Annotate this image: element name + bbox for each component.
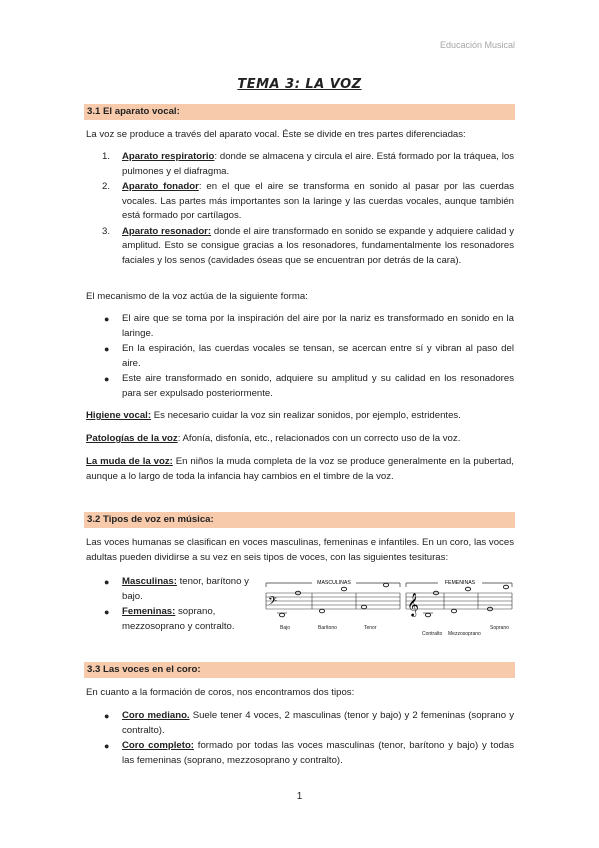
bullet-icon: ● <box>104 344 110 354</box>
female-label: FEMENINAS <box>444 580 476 586</box>
bullet-icon: ● <box>104 741 110 751</box>
page-title: TEMA 3: LA VOZ <box>237 77 362 92</box>
list-item: ● Masculinas: tenor, barítono y bajo. <box>104 576 249 602</box>
bass-clef-icon: 𝄢 <box>268 595 278 611</box>
list-item: ● En la espiración, las cuerdas vocales se tensan, se acercan entre sí y vibran al paso del aire. <box>104 343 514 369</box>
list-item: 3. Aparato resonador: donde el aire transformado en sonido se expande y adquiere calidad y amplitud. Esto se consigue gracias a los resonadores, fundamentalmente los resonadores faciales y los senos (cavidades óseas que se encuentran por detrás de la cara). <box>102 225 514 266</box>
term: Aparato fonador <box>122 181 199 192</box>
bass-staff <box>266 593 400 609</box>
vocal-parts-list <box>102 150 514 268</box>
male-label: MASCULINAS <box>317 580 351 586</box>
voice-label-bajo: Bajo <box>280 625 291 631</box>
voice-label-soprano: Soprano <box>490 625 509 631</box>
voice-types-list <box>102 575 252 634</box>
section-heading-tipos-voz: 3.2 Tipos de voz en música: <box>84 512 515 528</box>
page-number: 1 <box>296 791 303 802</box>
hygiene-paragraph: Higiene vocal: Es necesario cuidar la voz sin realizar sonidos, por ejemplo, estridentes. <box>86 410 461 421</box>
bullet-icon: ● <box>104 607 110 617</box>
staff-image <box>262 573 514 639</box>
voice-label-baritono: Barítono <box>318 625 337 631</box>
bullet-icon: ● <box>104 314 110 324</box>
choir-types-list <box>102 709 514 768</box>
header-subject: Educación Musical <box>439 40 515 50</box>
bullet-icon: ● <box>104 711 110 721</box>
treble-staff <box>406 593 512 609</box>
voice-label-tenor: Tenor <box>364 625 377 631</box>
list-item: ● Este aire transformado en sonido, adquiere su amplitud y su calidad en los resonadores para ser expulsado posteriormente. <box>104 373 514 399</box>
list-item: ● Femeninas: soprano, mezzosoprano y contralto. <box>104 606 235 632</box>
term: Aparato respiratorio <box>122 151 215 162</box>
voice-label-contralto: Contralto <box>422 631 443 637</box>
section2-intro: Las voces humanas se clasifican en voces masculinas, femeninas e infantiles. En un coro, las voces adultas pueden dividirse a su vez en seis tipos de voces, con las siguientes tesituras: <box>86 537 514 563</box>
treble-clef-icon: 𝄞 <box>407 592 419 616</box>
list-item: 2. Aparato fonador: en el que el aire se transforma en sonido al pasar por las cuerdas vocales. Las partes más importantes son la laringe y las cuerdas vocales, aunque también está formado por cartílagos. <box>102 181 514 221</box>
section1-intro: La voz se produce a través del aparato vocal. Éste se divide en tres partes diferenciadas: <box>86 129 466 140</box>
list-item: ● Coro completo: formado por todas las voces masculinas (tenor, barítono y bajo) y todas las femeninas (soprano, mezzosoprano y contralto). <box>104 740 514 766</box>
term: Aparato resonador: <box>122 225 212 237</box>
section-heading-aparato-vocal: 3.1 El aparato vocal: <box>84 104 515 120</box>
list-item: ● El aire que se toma por la inspiración del aire por la nariz es transformado en sonido en la laringe. <box>104 313 514 339</box>
bullet-icon: ● <box>104 577 110 587</box>
list-item: 1. Aparato respiratorio: donde se almacena y circula el aire. Está formado por la tráquea, los pulmones y el diafragma. <box>102 151 514 177</box>
mechanism-list <box>102 312 514 401</box>
pathology-paragraph: Patologías de la voz: Afonía, disfonía, etc., relacionados con un correcto uso de la voz. <box>86 433 461 444</box>
voice-change-paragraph: La muda de la voz: En niños la muda completa de la voz se produce generalmente en la pubertad, aunque a lo largo de toda la infancia hay cambios en el timbre de la voz. <box>86 456 514 482</box>
section3-intro: En cuanto a la formación de coros, nos encontramos dos tipos: <box>86 687 355 698</box>
section-heading-voces-coro: 3.3 Las voces en el coro: <box>84 662 515 678</box>
mechanism-intro: El mecanismo de la voz actúa de la siguiente forma: <box>86 291 308 302</box>
voice-label-mezzosoprano: Mezzosoprano <box>448 631 481 637</box>
list-item: ● Coro mediano. Suele tener 4 voces, 2 masculinas (tenor y bajo) y 2 femeninas (soprano y contralto). <box>104 710 514 736</box>
vocal-range-staff <box>262 573 514 639</box>
bullet-icon: ● <box>104 374 110 384</box>
